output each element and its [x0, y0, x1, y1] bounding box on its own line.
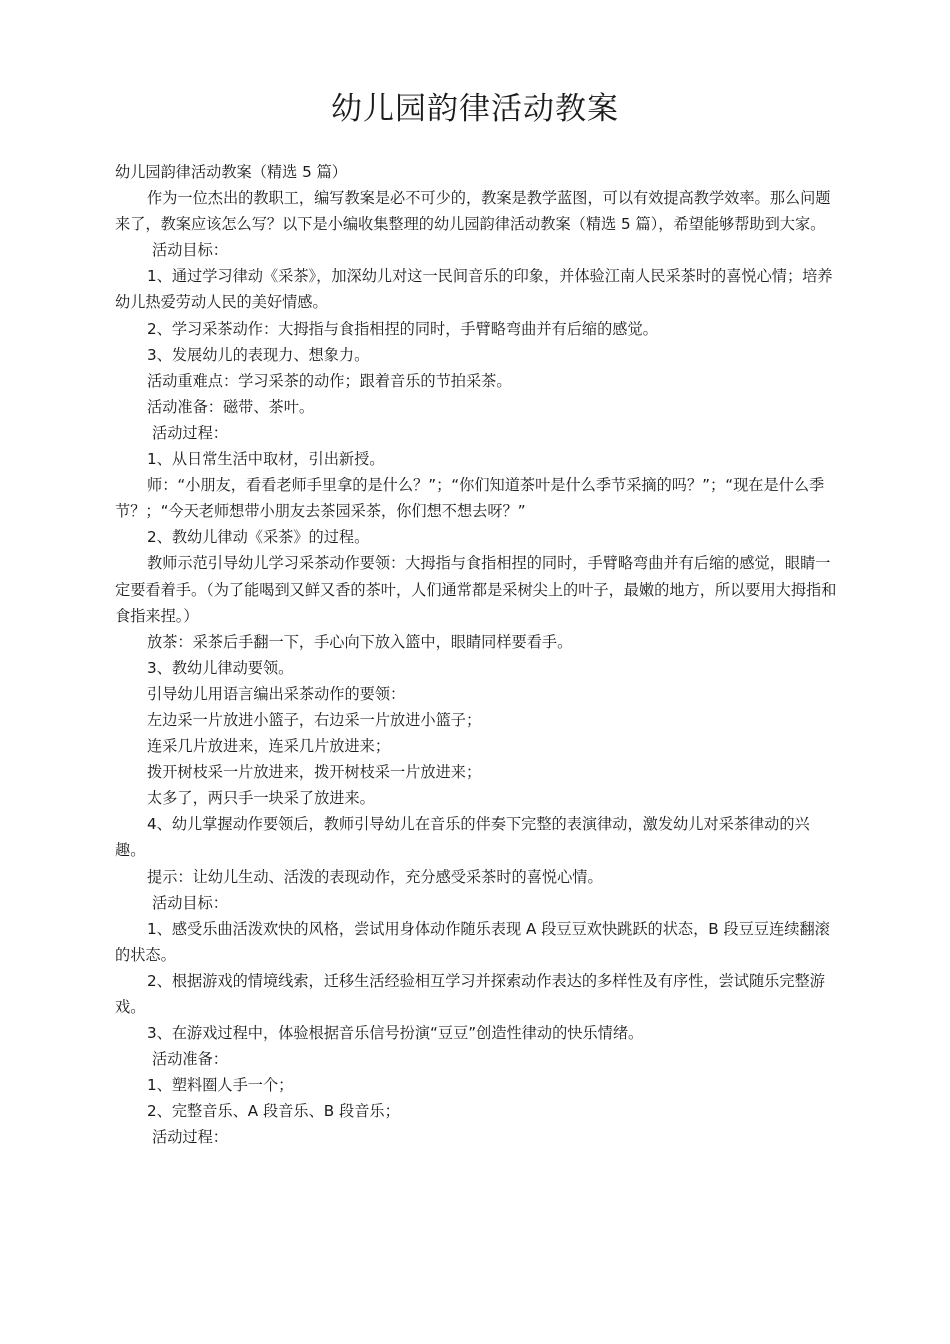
- goal-item: 1、通过学习律动《采茶》，加深幼儿对这一民间音乐的印象，并体验江南人民采茶时的喜悦心情；培养幼儿热爱劳动人民的美好情感。: [115, 267, 833, 312]
- placing-tea-paragraph: 放茶：采茶后手翻一下，手心向下放入篮中，眼睛同样要看手。: [147, 632, 573, 651]
- process-step: 4、幼儿掌握动作要领后，教师引导幼儿在音乐的伴奏下完整的表演律动，激发幼儿对采茶律动的兴趣。: [115, 815, 810, 860]
- rhyme-line: 拨开树枝采一片放进来，拨开树枝采一片放进来；: [147, 763, 482, 782]
- document-title: 幼儿园韵律活动教案: [331, 91, 619, 127]
- demonstration-paragraph: 教师示范引导幼儿学习采茶动作要领：大拇指与食指相捏的同时，手臂略弯曲并有后缩的感觉，眼睛一定要看着手。（为了能喝到又鲜又香的茶叶，人们通常都是采树尖上的叶子，最嫩的地方，所以要用大拇指和食指来捏。）: [115, 554, 837, 625]
- goal-item: 3、发展幼儿的表现力、想象力。: [147, 345, 370, 364]
- tip-paragraph: 提示：让幼儿生动、活泼的表现动作，充分感受采茶时的喜悦心情。: [147, 867, 603, 886]
- guidance-paragraph: 引导幼儿用语言编出采茶动作的要领：: [147, 684, 406, 703]
- preparation-paragraph: 活动准备：磁带、茶叶。: [147, 397, 315, 416]
- intro-paragraph: 作为一位杰出的教职工，编写教案是必不可少的，教案是教学蓝图，可以有效提高教学效率。那么问题来了，教案应该怎么写？以下是小编收集整理的幼儿园韵律活动教案（精选 5 篇），希望能够帮助到大家。: [115, 189, 831, 234]
- goal-item: 1、感受乐曲活泼欢快的风格，尝试用身体动作随乐表现 A 段豆豆欢快跳跃的状态，B 段豆豆连续翻滚的状态。: [115, 919, 830, 964]
- preparation-item: 2、完整音乐、A 段音乐、B 段音乐；: [147, 1102, 400, 1121]
- preparation-item: 1、塑料圈人手一个；: [147, 1076, 294, 1095]
- goal-item: 2、根据游戏的情境线索，迁移生活经验相互学习并探索动作表达的多样性及有序性，尝试随乐完整游戏。: [115, 971, 825, 1016]
- rhyme-line: 连采几片放进来，连采几片放进来；: [147, 737, 390, 756]
- section-heading-process: 活动过程：: [152, 423, 228, 442]
- process-step: 2、教幼儿律动《采茶》的过程。: [147, 528, 370, 547]
- subtitle-line: 幼儿园韵律活动教案（精选 5 篇）: [115, 163, 347, 181]
- process-step: 1、从日常生活中取材，引出新授。: [147, 450, 385, 469]
- section-heading-process: 活动过程：: [152, 1128, 228, 1147]
- goal-item: 3、在游戏过程中，体验根据音乐信号扮演“豆豆”创造性律动的快乐情绪。: [147, 1024, 644, 1043]
- goal-item: 2、学习采茶动作：大拇指与食指相捏的同时，手臂略弯曲并有后缩的感觉。: [147, 319, 658, 338]
- teacher-dialogue-paragraph: 师：“小朋友，看看老师手里拿的是什么？”；“你们知道茶叶是什么季节采摘的吗？”；“现在是什么季节？；“今天老师想带小朋友去茶园采茶，你们想不想去呀？”: [115, 476, 825, 521]
- section-heading-preparation: 活动准备：: [152, 1050, 228, 1069]
- section-heading-goals: 活动目标：: [152, 241, 228, 260]
- rhyme-line: 左边采一片放进小篮子，右边采一片放进小篮子；: [147, 710, 482, 729]
- section-heading-goals: 活动目标：: [152, 893, 228, 912]
- rhyme-line: 太多了，两只手一块采了放进来。: [147, 789, 375, 808]
- document-body: [115, 159, 839, 1151]
- process-step: 3、教幼儿律动要领。: [147, 658, 294, 677]
- key-difficulty-paragraph: 活动重难点：学习采茶的动作；跟着音乐的节拍采茶。: [147, 371, 512, 390]
